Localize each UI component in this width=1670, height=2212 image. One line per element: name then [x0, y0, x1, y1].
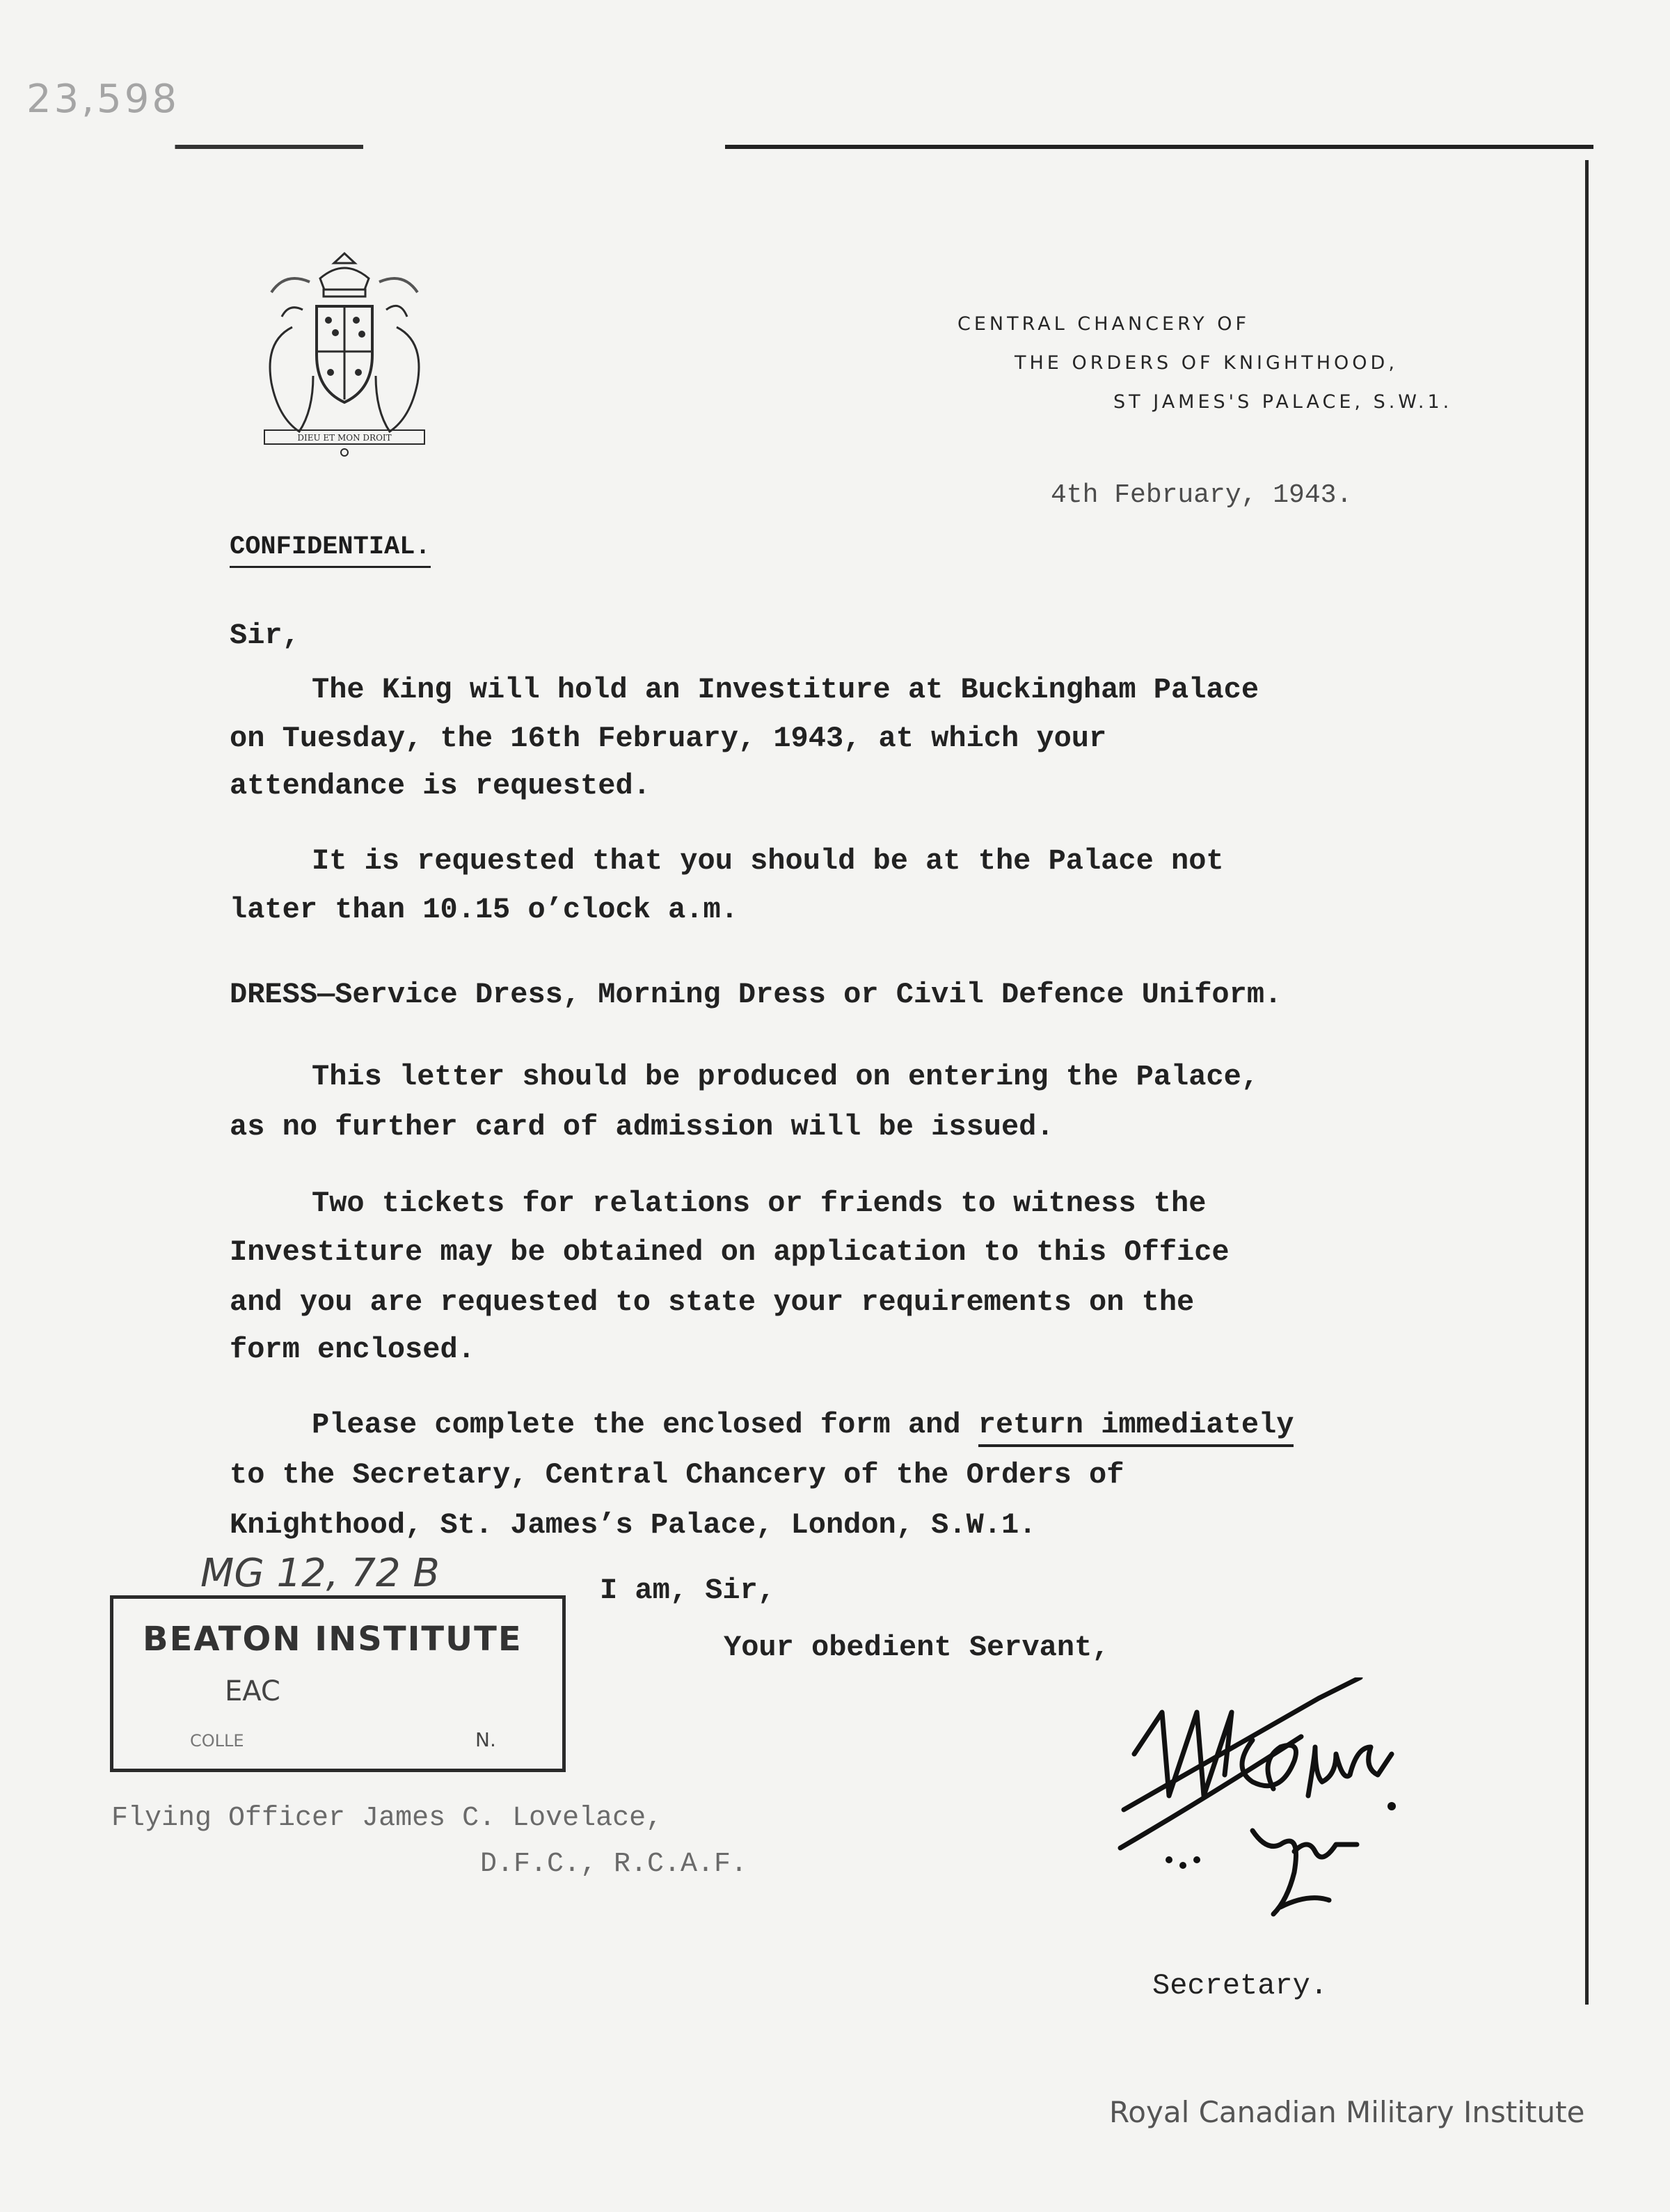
letterhead-line-1: CENTRAL CHANCERY OF [957, 313, 1250, 335]
body-line: Knighthood, St. James’s Palace, London, S.W.1. [230, 1508, 1037, 1542]
archive-pencil-number: 23,598 [26, 77, 180, 122]
signature-icon [1113, 1677, 1461, 1970]
body-line: to the Secretary, Central Chancery of the Orders of [230, 1458, 1124, 1492]
body-line: later than 10.15 o’clock a.m. [230, 893, 738, 926]
stamp-title: BEATON INSTITUTE [143, 1620, 523, 1659]
p5-start: Please complete the enclosed form and [312, 1408, 978, 1441]
closing-line-2: Your obedient Servant, [724, 1631, 1110, 1664]
royal-crest-icon [250, 251, 438, 459]
archive-stamp [110, 1595, 566, 1772]
body-line: as no further card of admission will be issued. [230, 1110, 1054, 1144]
closing-line-1: I am, Sir, [600, 1574, 776, 1607]
signature-title: Secretary. [1152, 1969, 1328, 2002]
confidential-heading: CONFIDENTIAL. [230, 532, 431, 568]
stamp-line-3-right: N. [475, 1728, 496, 1751]
watermark: Royal Canadian Military Institute [1109, 2095, 1585, 2129]
return-immediately-underlined: return immediately [978, 1408, 1294, 1447]
right-border-line [1585, 160, 1589, 2005]
recipient-line-2: D.F.C., R.C.A.F. [480, 1849, 748, 1880]
body-line: It is requested that you should be at the Palace not [312, 844, 1224, 878]
handwritten-reference: MG 12, 72 B [200, 1551, 440, 1596]
top-border-line [146, 145, 1593, 149]
body-line: attendance is requested. [230, 769, 651, 803]
letter-date: 4th February, 1943. [1051, 480, 1353, 510]
stamp-line-3-left: COLLE [190, 1731, 244, 1751]
letterhead-line-3: ST JAMES'S PALACE, S.W.1. [1113, 391, 1453, 413]
stamp-line-2: EAC [225, 1675, 280, 1707]
salutation: Sir, [230, 619, 300, 652]
body-line: Two tickets for relations or friends to witness the [312, 1187, 1207, 1220]
body-line: form enclosed. [230, 1333, 475, 1366]
body-line: The King will hold an Investiture at Buckingham Palace [312, 673, 1259, 706]
body-line: and you are requested to state your requirements on the [230, 1286, 1195, 1319]
body-line: Investiture may be obtained on application to this Office [230, 1235, 1230, 1269]
letterhead-line-2: THE ORDERS OF KNIGHTHOOD, [1015, 352, 1398, 374]
dress-line: DRESS—Service Dress, Morning Dress or Civil Defence Uniform. [230, 978, 1282, 1011]
body-line: This letter should be produced on entering the Palace, [312, 1060, 1259, 1093]
body-line: on Tuesday, the 16th February, 1943, at which your [230, 722, 1107, 755]
crest-motto: DIEU ET MON DROIT [297, 433, 392, 443]
body-line [312, 1410, 1294, 1439]
recipient-line-1: Flying Officer James C. Lovelace, [111, 1803, 663, 1834]
